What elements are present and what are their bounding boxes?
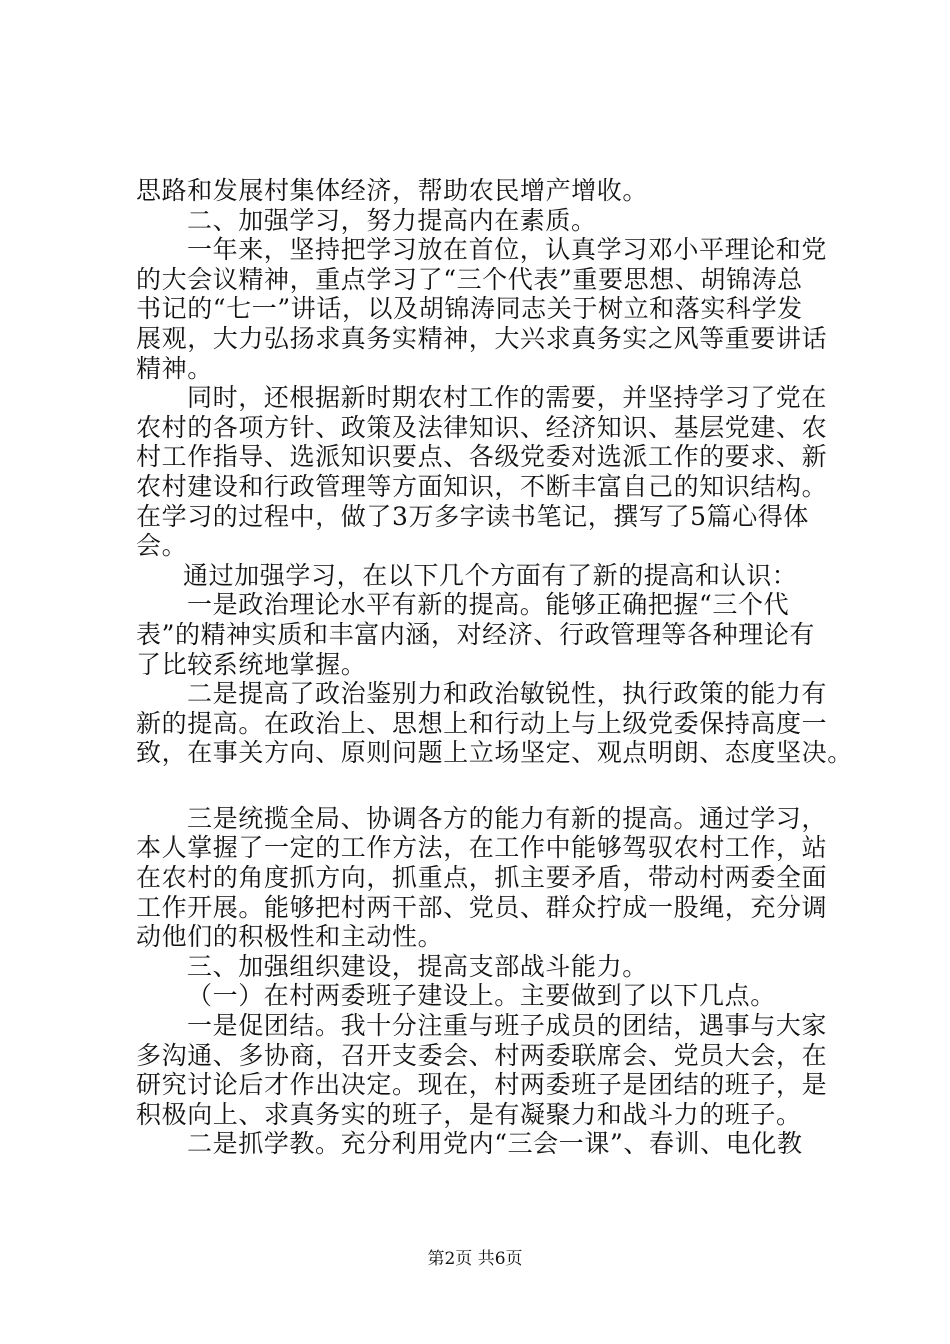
text-line: 本人掌握了一定的工作方法，在工作中能够驾驭农村工作，站 [136, 833, 828, 863]
text-line: 多沟通、多协商，召开支委会、村两委联席会、党员大会，在 [136, 1040, 828, 1070]
text-line: 通过加强学习，在以下几个方面有了新的提高和认识： [183, 560, 798, 590]
text-line: 农村的各项方针、政策及法律知识、经济知识、基层党建、农 [136, 412, 828, 442]
text-line: 展观，大力弘扬求真务实精神，大兴求真务实之风等重要讲话 [136, 323, 828, 353]
document-body [136, 176, 853, 1159]
section-heading: 三、加强组织建设，提高支部战斗能力。 [187, 951, 648, 981]
text-line: 书记的“七一”讲话，以及胡锦涛同志关于树立和落实科学发 [136, 294, 803, 324]
text-line: 精神。 [136, 353, 213, 383]
text-line: 工作开展。能够把村两干部、党员、群众拧成一股绳，充分调 [136, 892, 828, 922]
text-line: 二是抓学教。充分利用党内“三会一课”、春训、电化教 [187, 1129, 803, 1159]
text-line: 思路和发展村集体经济，帮助农民增产增收。 [136, 176, 649, 205]
text-line: 一是促团结。我十分注重与班子成员的团结，遇事与大家 [187, 1011, 828, 1041]
text-line: 了比较系统地掌握。 [136, 649, 367, 679]
text-line: 研究讨论后才作出决定。现在，村两委班子是团结的班子，是 [136, 1070, 828, 1100]
text-line: 一是政治理论水平有新的提高。能够正确把握“三个代 [187, 590, 790, 620]
text-line: 在学习的过程中，做了3万多字读书笔记，撰写了5篇心得体 [136, 501, 810, 531]
text-line: 在农村的角度抓方向，抓重点，抓主要矛盾，带动村两委全面 [136, 863, 828, 893]
text-line: 同时，还根据新时期农村工作的需要，并坚持学习了党在 [187, 383, 828, 413]
page-number-footer: 第2页 共6页 [427, 1249, 523, 1269]
text-line: 三是统揽全局、协调各方的能力有新的提高。通过学习， [187, 803, 828, 833]
text-line: 表”的精神实质和丰富内涵，对经济、行政管理等各种理论有 [136, 619, 815, 649]
text-line: 新的提高。在政治上、思想上和行动上与上级党委保持高度一 [136, 708, 828, 738]
text-line: 动他们的积极性和主动性。 [136, 922, 444, 952]
section-heading: 二、加强学习，努力提高内在素质。 [187, 205, 597, 235]
text-line: 一年来，坚持把学习放在首位，认真学习邓小平理论和党 [187, 235, 828, 265]
paragraph-gap [136, 768, 836, 804]
text-line: 积极向上、求真务实的班子，是有凝聚力和战斗力的班子。 [136, 1099, 802, 1129]
text-line: 村工作指导、选派知识要点、各级党委对选派工作的要求、新 [136, 442, 828, 472]
text-line: 致，在事关方向、原则问题上立场坚定、观点明朗、态度坚决。 [136, 738, 853, 768]
text-line: 农村建设和行政管理等方面知识，不断丰富自己的知识结构。 [136, 471, 828, 501]
subsection-heading: （一）在村两委班子建设上。主要做到了以下几点。 [187, 981, 776, 1011]
text-line: 的大会议精神，重点学习了“三个代表”重要思想、胡锦涛总 [136, 264, 803, 294]
text-line: 会。 [136, 531, 188, 561]
text-line: 二是提高了政治鉴别力和政治敏锐性，执行政策的能力有 [187, 679, 828, 709]
